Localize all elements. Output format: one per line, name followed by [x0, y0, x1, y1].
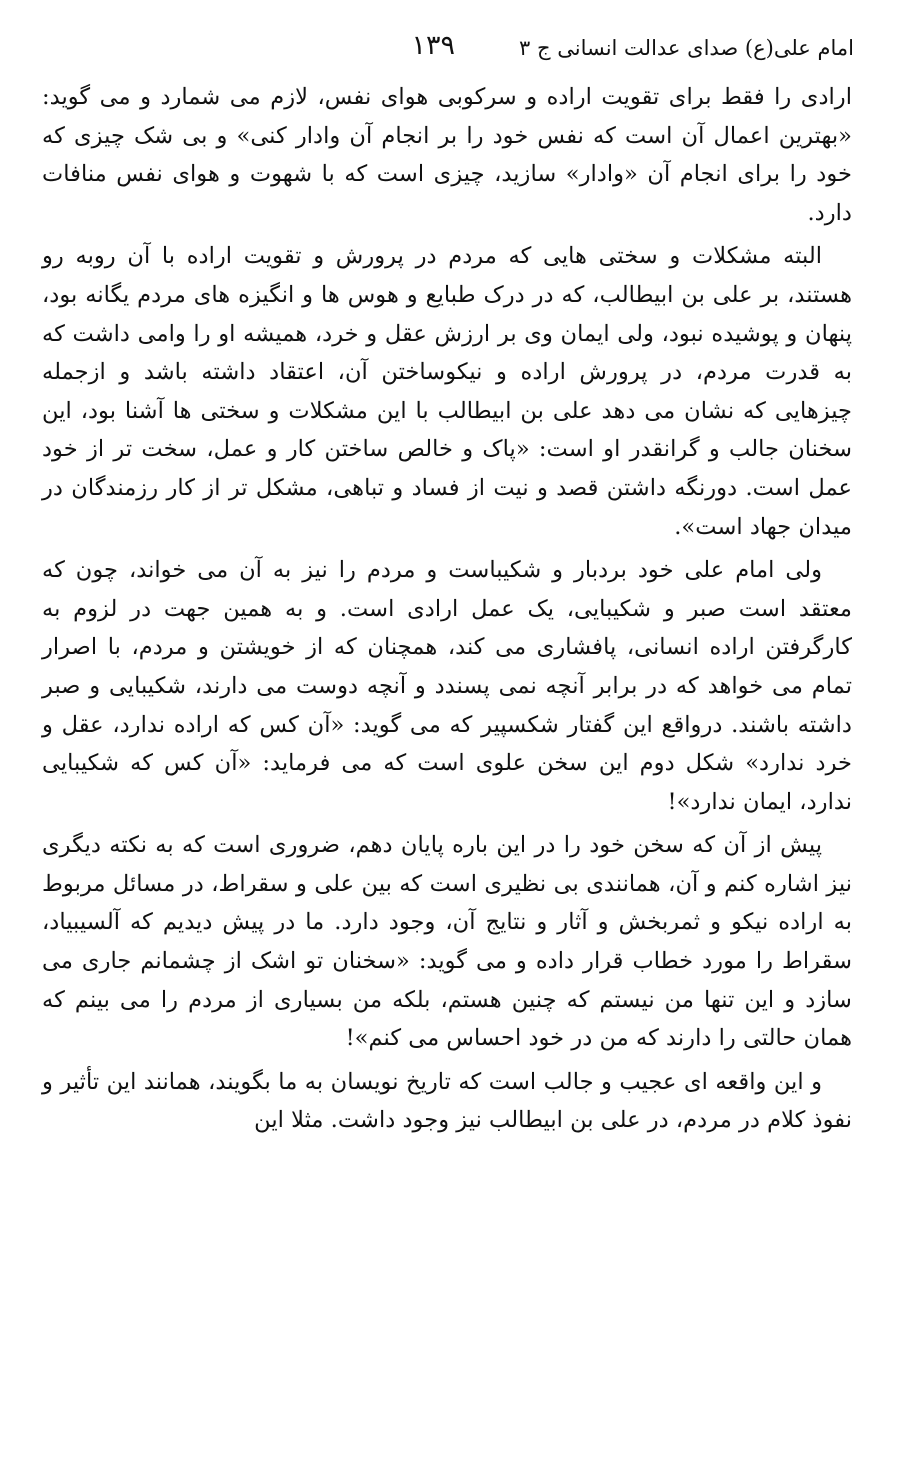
paragraph: البته مشکلات و سختی هایی که مردم در پرورش و تقویت اراده با آن روبه رو هستند، بر علی بن ابیطالب، که در درک طبایع و هوس ها و انگیزه های مردم یگانه بود، پنهان و پوشیده نبود، ولی ایمان وی بر ارزش عقل و خرد، همیشه او را وامی داشت که به قدرت مردم، در پرورش اراده و نیکوساختن آن، اعتقاد داشته باشد و ازجمله چیزهایی که نشان می دهد علی بن ابیطالب با این مشکلات و سختی ها آشنا بود، این سخنان جالب و گرانقدر او است: «پاک و خالص ساختن کار و عمل، سخت تر از خود عمل است. دورنگه داشتن قصد و نیت از فساد و تباهی، مشکل تر از کار رزمندگان در میدان جهاد است». — [42, 243, 852, 540]
paragraph: پیش از آن که سخن خود را در این باره پایان دهم، ضروری است که به نکته دیگری نیز اشاره کنم و آن، همانندی بی نظیری است که بین علی و سقراط، در مسائل مربوط به اراده نیکو و ثمربخش و آثار و نتایج آن، وجود دارد. ما در پیش دیدیم که آلسیبیاد، سقراط را مورد خطاب قرار داده و می گوید: «سخنان تو اشک از چشمانم جاری می سازد و این تنها من نیستم که چنین هستم، بلکه من بسیاری از مردم را می بینم که همان حالتی را دارند که من در خود احساس می کنم»! — [42, 832, 852, 1052]
page-header — [40, 30, 860, 70]
paragraph: و این واقعه ای عجیب و جالب است که تاریخ نویسان به ما بگویند، همانند این تأثیر و نفوذ کلام در مردم، در علی بن ابیطالب نیز وجود داشت. مثلا این — [42, 1068, 852, 1134]
running-title: امام علی(ع) صدای عدالت انسانی ج ۳ — [519, 36, 854, 60]
paragraph-continuation: ارادی را فقط برای تقویت اراده و سرکوبی هوای نفس، لازم می شمارد و می گوید: «بهترین اعمال آن است که نفس خود را بر انجام آن وادار کنی» و بی شک چیزی که خود را برای انجام آن «وادار» سازید، چیزی است که با شهوت و هوای نفس منافات دارد. — [42, 84, 852, 226]
paragraph: ولی امام علی خود بردبار و شکیباست و مردم را نیز به آن می خواند، چون که معتقد است صبر و شکیبایی، یک عمل ارادی است. و به همین جهت در لزوم به کارگرفتن اراده انسانی، پافشاری می کند، همچنان که از خویشتن و مردم، با اصرار تمام می خواهد که در برابر آنچه نمی پسندد و آنچه دوست می دارند، شکیبایی و صبر داشته باشند. درواقع این گفتار شکسپیر که می گوید: «آن کس که اراده ندارد، عقل و خرد ندارد» شکل دوم این سخن علوی است که می فرماید: «آن کس که شکیبایی ندارد، ایمان ندارد»! — [42, 557, 852, 815]
body-text — [42, 78, 852, 1140]
page-number: ۱۳۹ — [411, 30, 455, 61]
